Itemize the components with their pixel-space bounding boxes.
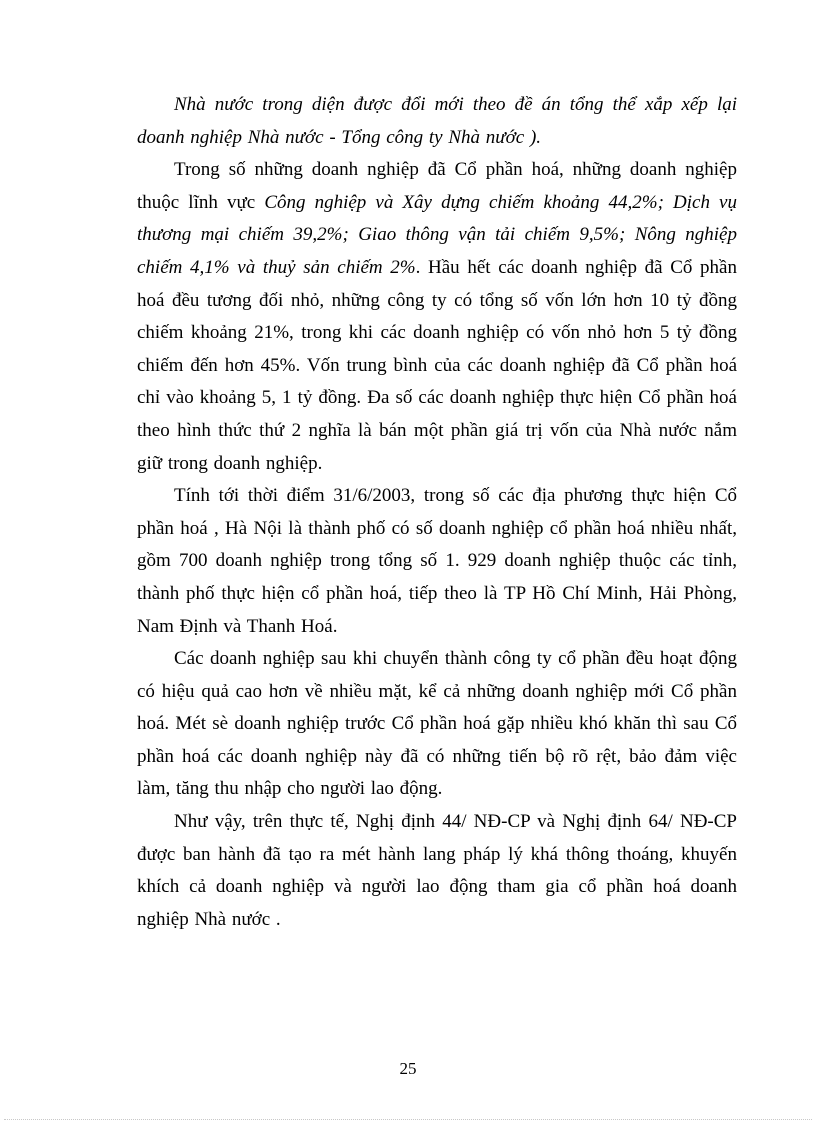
paragraph-3-text: Tính tới thời điểm 31/6/2003, trong số các địa phương thực hiện Cổ phần hoá , Hà Nội là thành phố có số doanh nghiệp cổ phần hoá nhiều nhất, gồm 700 doanh nghiệp trong tổng số 1. 929 doanh nghiệp thuộc các tỉnh, thành phố thực hiện cổ phần hoá, tiếp theo là TP Hồ Chí Minh, Hải Phòng, Nam Định và Thanh Hoá.: [137, 485, 737, 637]
paragraph-1: [137, 89, 737, 154]
paragraph-2-text-a: Trong số những doanh nghiệp đã Cổ phần hoá, những doanh nghiệp thuộc lĩnh vực: [137, 159, 737, 213]
body-text: [137, 89, 737, 936]
paragraph-2-text-b: . Hầu hết các doanh nghiệp đã Cổ phần hoá đều tương đối nhỏ, những công ty có tổng số vốn lớn hơn 10 tỷ đồng chiếm khoảng 21%, trong khi các doanh nghiệp có vốn nhỏ hơn 5 tỷ đồng chiếm đến hơn 45%. Vốn trung bình của các doanh nghiệp đã Cổ phần hoá chỉ vào khoảng 5, 1 tỷ đồng. Đa số các doanh nghiệp thực hiện Cổ phần hoá theo hình thức thứ 2 nghĩa là bán một phần giá trị vốn của Nhà nước nắm giữ trong doanh nghiệp.: [137, 256, 737, 474]
paragraph-2: [137, 154, 737, 480]
paragraph-4: [137, 643, 737, 806]
paragraph-5-text: Như vậy, trên thực tế, Nghị định 44/ NĐ-CP và Nghị định 64/ NĐ-CP được ban hành đã tạo ra mét hành lang pháp lý khá thông thoáng, khuyến khích cả doanh nghiệp và người lao động tham gia cổ phần hoá doanh nghiệp Nhà nước .: [137, 811, 737, 930]
page-bottom-divider: [4, 1119, 812, 1120]
paragraph-2-italic-sector-shares: Công nghiệp và Xây dựng chiếm khoảng 44,2%; Dịch vụ thương mại chiếm 39,2%; Giao thông vận tải chiếm 9,5%; Nông nghiệp chiếm 4,1% và thuỷ sản chiếm 2%: [137, 191, 737, 278]
page-number: 25: [399, 1059, 417, 1078]
paragraph-5: [137, 806, 737, 936]
paragraph-3: [137, 480, 737, 643]
paragraph-4-text: Các doanh nghiệp sau khi chuyển thành công ty cổ phần đều hoạt động có hiệu quả cao hơn về nhiều mặt, kể cả những doanh nghiệp mới Cổ phần hoá. Mét sè doanh nghiệp trước Cổ phần hoá gặp nhiều khó khăn thì sau Cổ phần hoá các doanh nghiệp này đã có những tiến bộ rõ rệt, bảo đảm việc làm, tăng thu nhập cho người lao động.: [137, 648, 737, 800]
paragraph-1-text: Nhà nước trong diện được đổi mới theo đề án tổng thể xắp xếp lại doanh nghiệp Nhà nước - Tổng công ty Nhà nước ).: [137, 94, 737, 148]
